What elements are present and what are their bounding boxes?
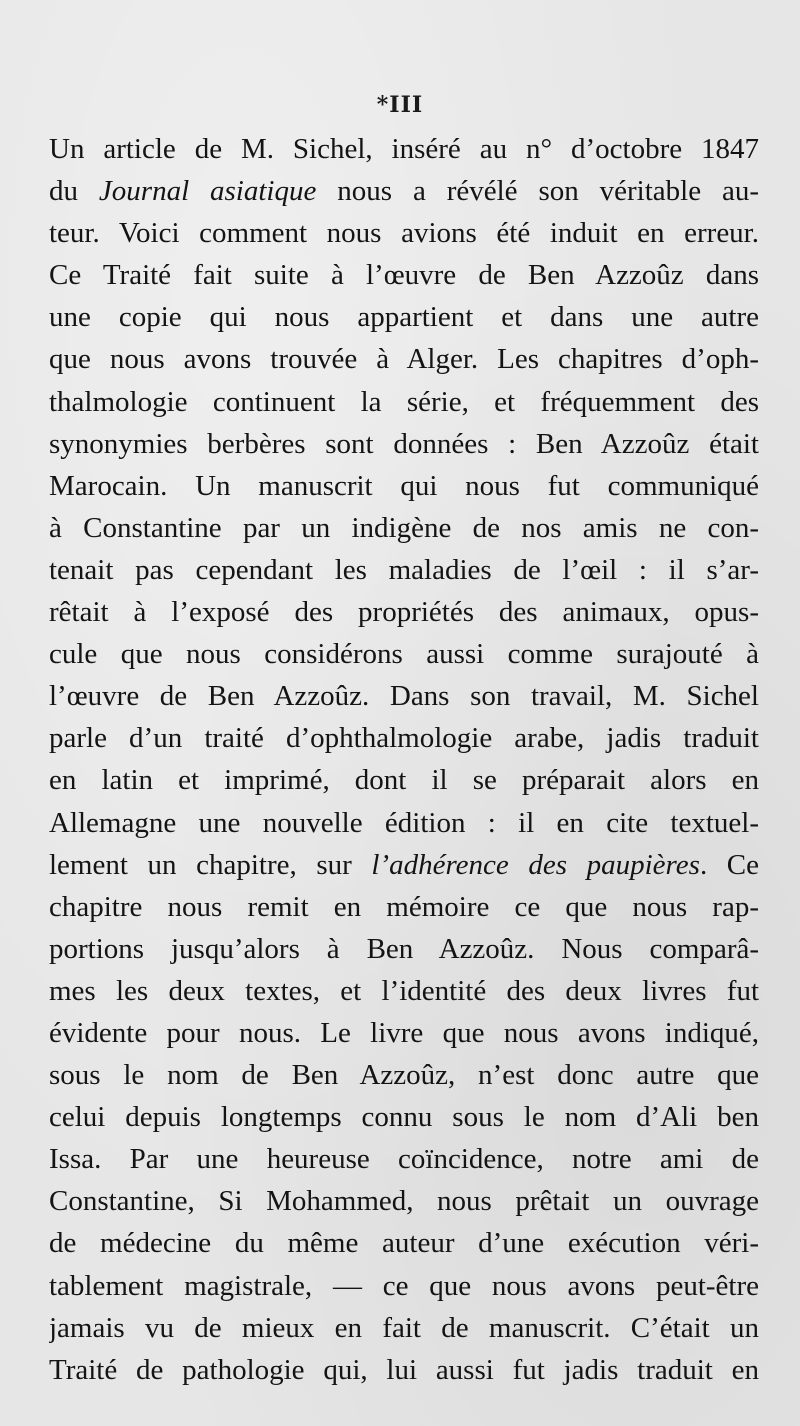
text-line — [49, 1307, 759, 1349]
text-segment: thalmologie continuent la série, et fréquemment des — [49, 385, 759, 418]
text-line — [49, 591, 759, 633]
text-segment: une copie qui nous appartient et dans une autre — [49, 301, 759, 334]
text-line — [49, 1054, 759, 1096]
text-line — [49, 1138, 759, 1180]
text-segment: lement un chapitre, sur — [49, 848, 372, 881]
text-segment: de médecine du même auteur d’une exécution véri- — [49, 1227, 759, 1260]
text-segment: du — [49, 175, 99, 208]
text-segment: évidente pour nous. Le livre que nous avons indiqué, — [49, 1016, 759, 1049]
text-segment: teur. Voici comment nous avions été induit en erreur. — [49, 217, 759, 250]
text-segment: Constantine, Si Mohammed, nous prêtait un ouvrage — [49, 1185, 759, 1218]
text-line — [49, 675, 759, 717]
text-line — [49, 633, 759, 675]
text-segment: portions jusqu’alors à Ben Azzoûz. Nous comparâ- — [49, 932, 759, 965]
text-line — [49, 844, 759, 886]
text-segment: Marocain. Un manuscrit qui nous fut communiqué — [49, 469, 759, 502]
text-segment: mes les deux textes, et l’identité des deux livres fut — [49, 974, 759, 1007]
text-segment: l’œuvre de Ben Azzoûz. Dans son travail, M. Sichel — [49, 680, 759, 713]
text-segment: à Constantine par un indigène de nos amis ne con- — [49, 511, 759, 544]
text-line — [49, 1012, 759, 1054]
text-segment: Ce Traité fait suite à l’œuvre de Ben Azzoûz dans — [49, 259, 759, 292]
text-segment: Issa. Par une heureuse coïncidence, notre ami de — [49, 1143, 759, 1176]
text-segment: celui depuis longtemps connu sous le nom d’Ali ben — [49, 1101, 759, 1134]
text-segment: sous le nom de Ben Azzoûz, n’est donc autre que — [49, 1059, 759, 1092]
text-line — [49, 170, 759, 212]
text-line — [49, 759, 759, 801]
text-segment: jamais vu de mieux en fait de manuscrit. C’était un — [49, 1311, 759, 1344]
text-line — [49, 802, 759, 844]
text-line — [49, 1222, 759, 1264]
text-line — [49, 338, 759, 380]
text-line — [49, 1180, 759, 1222]
text-segment: tenait pas cependant les maladies de l’œil : il s’ar- — [49, 553, 759, 586]
text-line — [49, 886, 759, 928]
text-segment: cule que nous considérons aussi comme surajouté à — [49, 638, 759, 671]
text-segment: Un article de M. Sichel, inséré au n° d’octobre 1847 — [49, 133, 759, 165]
text-segment: nous a révélé son véritable au- — [316, 175, 759, 208]
text-line — [49, 212, 759, 254]
text-line — [49, 507, 759, 549]
text-line — [49, 296, 759, 338]
text-line — [49, 970, 759, 1012]
text-segment: parle d’un traité d’ophthalmologie arabe, jadis traduit — [49, 722, 759, 755]
text-segment: rêtait à l’exposé des propriétés des animaux, opus- — [49, 596, 759, 629]
text-segment: que nous avons trouvée à Alger. Les chapitres d’oph- — [49, 343, 759, 376]
text-line — [49, 1265, 759, 1307]
text-line — [49, 254, 759, 296]
text-line — [49, 423, 759, 465]
text-segment: . Ce — [699, 848, 759, 881]
text-line — [49, 1096, 759, 1138]
body-text — [49, 128, 759, 1391]
text-line — [49, 381, 759, 423]
text-segment: en latin et imprimé, dont il se préparait alors en — [49, 764, 759, 797]
text-line — [49, 1349, 759, 1391]
text-segment: Allemagne une nouvelle édition : il en cite textuel- — [49, 806, 759, 839]
text-segment: Traité de pathologie qui, lui aussi fut jadis traduit en — [49, 1353, 759, 1386]
text-line — [49, 465, 759, 507]
page-number: *III — [376, 92, 424, 118]
text-segment: tablement magistrale, — ce que nous avons peut-être — [49, 1269, 759, 1302]
italic-text-segment: l’adhérence des paupières — [371, 848, 700, 881]
text-segment: chapitre nous remit en mémoire ce que nous rap- — [49, 890, 759, 923]
text-line — [49, 717, 759, 759]
text-segment: synonymies berbères sont données : Ben Azzoûz était — [49, 427, 759, 460]
text-line — [49, 128, 759, 170]
italic-text-segment: Journal asiatique — [98, 175, 317, 208]
text-line — [49, 549, 759, 591]
text-line — [49, 928, 759, 970]
